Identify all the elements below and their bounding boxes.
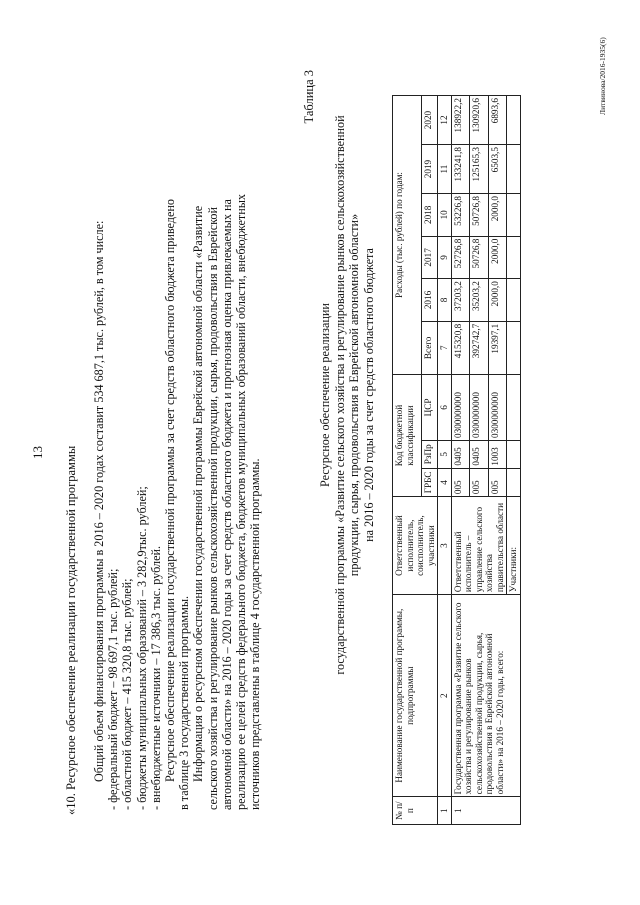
header-2016: 2016 <box>421 279 437 322</box>
section-title: «10. Ресурсное обеспечение реализации государственной программы <box>64 445 78 815</box>
index-cell: 7 <box>438 321 452 374</box>
table-row <box>451 96 470 825</box>
footer-ref: Литвинова/2016-1935(6) <box>598 37 607 115</box>
y2017-cell: 2000,0 <box>488 236 507 279</box>
row-num: 1 <box>451 797 520 825</box>
grbs-cell: 005 <box>488 468 507 496</box>
para-line: Общий объем финансирования программы в 2016 – 2020 годах составит 534 687,1 тыс. рублей, в том числе: <box>92 220 106 782</box>
index-cell: 1 <box>438 797 452 825</box>
index-cell: 4 <box>438 468 452 496</box>
responsible-executor: Ответственный исполнитель – управление сельского хозяйства правительства области <box>451 497 507 595</box>
caption-line: продукции, сырья, продовольствия в Еврейской автономной области» <box>347 213 361 577</box>
caption-line: Ресурсное обеспечение реализации <box>318 303 332 487</box>
y2016-cell: 35203,2 <box>470 279 489 322</box>
y2019-cell: 6503,5 <box>488 145 507 194</box>
y2019-cell: 125165,3 <box>470 145 489 194</box>
table-number: Таблица 3 <box>302 70 316 124</box>
index-cell: 6 <box>438 374 452 440</box>
caption-line: государственной программы «Развитие сельского хозяйства и регулирование рынков сельскохозяйственной <box>332 115 347 675</box>
empty-cell <box>507 279 521 322</box>
page-number: 13 <box>30 446 45 459</box>
total-cell: 392742,7 <box>470 321 489 374</box>
y2017-cell: 52726,8 <box>451 236 470 279</box>
empty-cell <box>507 468 521 496</box>
header-grbs: ГРБС <box>421 468 437 496</box>
rzpr-cell: 0405 <box>451 440 470 468</box>
index-cell: 3 <box>438 497 452 595</box>
empty-cell <box>507 236 521 279</box>
participants-cell: Участники: <box>507 497 521 595</box>
grbs-cell: 005 <box>451 468 470 496</box>
index-cell: 10 <box>438 194 452 237</box>
header-2020: 2020 <box>421 96 437 145</box>
csr-cell: 0300000000 <box>451 374 470 440</box>
para-line: - внебюджетные источники – 17 386,3 тыс. рублей. <box>148 545 163 810</box>
index-cell: 12 <box>438 96 452 145</box>
para-line: в таблице 3 государственной программы. <box>177 595 192 810</box>
empty-cell <box>507 145 521 194</box>
index-cell: 11 <box>438 145 452 194</box>
index-row <box>438 96 452 825</box>
header-2017: 2017 <box>421 236 437 279</box>
y2018-cell: 2000,0 <box>488 194 507 237</box>
para-line: сельского хозяйства и регулирование рынков сельскохозяйственной продукции, сырья, продовольствия в Еврейской <box>205 206 220 810</box>
header-rzpr: РзПр <box>421 440 437 468</box>
empty-cell <box>507 321 521 374</box>
header-name: Наименование государственной программы, подпрограммы <box>393 595 438 797</box>
index-cell: 2 <box>438 595 452 797</box>
header-csr: ЦСР <box>421 374 437 440</box>
y2019-cell: 133241,8 <box>451 145 470 194</box>
index-cell: 9 <box>438 236 452 279</box>
caption-line: на 2016 – 2020 годы за счет средств областного бюджета <box>361 248 376 542</box>
header-2018: 2018 <box>421 194 437 237</box>
para-line: источников представлены в таблице 4 государственной программы. <box>248 458 263 810</box>
y2017-cell: 50726,8 <box>470 236 489 279</box>
y2018-cell: 50726,8 <box>470 194 489 237</box>
y2020-cell: 130920,6 <box>470 96 489 145</box>
y2016-cell: 2000,0 <box>488 279 507 322</box>
total-cell: 19397,1 <box>488 321 507 374</box>
y2018-cell: 53226,8 <box>451 194 470 237</box>
table-caption <box>318 35 376 755</box>
y2020-cell: 138922,2 <box>451 96 470 145</box>
body-paragraphs <box>92 90 262 810</box>
program-name: Государственная программа «Развитие сельского хозяйства и регулирование рынков сельскохозяйственной продукции, сырья, продовольствия в Еврейской автономной области» на 2016 – 2020 годы, всего: <box>451 595 520 797</box>
header-responsible: Ответственный исполнитель, соисполнитель, участники <box>393 497 438 595</box>
csr-cell: 0300000000 <box>488 374 507 440</box>
y2020-cell: 6893,6 <box>488 96 507 145</box>
para-line: автономной области» на 2016 – 2020 годы за счет средств областного бюджета и прогнозная оценка привлекаемых на <box>219 199 234 810</box>
csr-cell: 0300000000 <box>470 374 489 440</box>
index-cell: 5 <box>438 440 452 468</box>
para-line: - областной бюджет – 415 320,8 тыс. рублей; <box>120 578 135 810</box>
empty-cell <box>507 440 521 468</box>
empty-cell <box>507 194 521 237</box>
para-line: - бюджеты муниципальных образований – 3 282,9тыс. рублей; <box>134 486 149 810</box>
table-header-row <box>393 96 422 825</box>
header-num: № п/п <box>393 797 438 825</box>
header-expenses: Расходы (тыс. рублей) по годам: <box>393 96 422 375</box>
para-line: - федеральный бюджет – 98 697,1 тыс. рублей; <box>106 568 121 810</box>
total-cell: 415320,8 <box>451 321 470 374</box>
para-line: Ресурсное обеспечение реализации государственной программы за счет средств областного бюджета приведено <box>163 199 178 782</box>
resource-table <box>392 95 521 825</box>
rzpr-cell: 0405 <box>470 440 489 468</box>
header-budget-code: Код бюджетной классификации <box>393 374 422 496</box>
index-cell: 8 <box>438 279 452 322</box>
rzpr-cell: 1003 <box>488 440 507 468</box>
grbs-cell: 005 <box>470 468 489 496</box>
header-total: Всего <box>421 321 437 374</box>
para-line: реализацию ее целей средств федерального бюджета, бюджетов муниципальных образований области, внебюджетных <box>234 193 249 810</box>
empty-cell <box>507 374 521 440</box>
empty-cell <box>507 96 521 145</box>
y2016-cell: 37203,2 <box>451 279 470 322</box>
header-2019: 2019 <box>421 145 437 194</box>
para-line: Информация о ресурсном обеспечении государственной программы Еврейской автономной области «Развитие <box>191 205 206 782</box>
